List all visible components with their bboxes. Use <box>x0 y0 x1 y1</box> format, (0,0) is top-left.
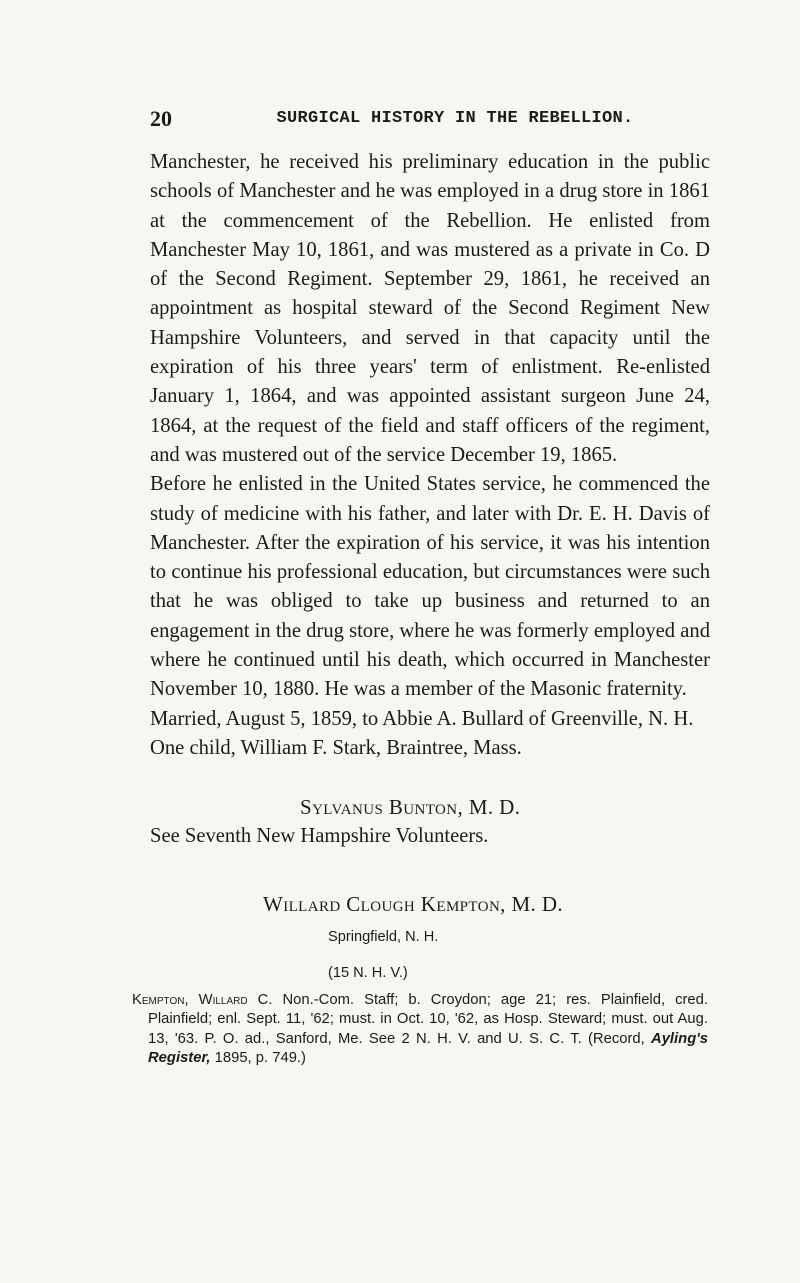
entry-place: Springfield, N. H. <box>328 928 439 945</box>
running-head <box>150 104 710 134</box>
body-text <box>132 148 710 1069</box>
entry-regiment: (15 N. H. V.) <box>328 964 408 981</box>
paragraph-medical-study: Before he enlisted in the United States service, he commenced the study of medicine with his father, and later with Dr. E. H. Davis of Manchester. After the expiration of his service, it was his intention to continue his professional education, but circumstances were such that he was obliged to take up business and returned to an engagement in the drug store, where he was formerly employed and where he continued until his death, which occurred in Manchester November 10, 1880. He was a member of the Masonic fraternity. <box>150 473 710 701</box>
record-text: Non.-Com. Staff; b. Croydon; age 21; res. Plainfield, cred. Plainfield; enl. Sept. 11, '62; must. in Oct. 10, '62, as Hosp. Steward; must. out Aug. 13, '63. P. O. ad., Sanford, Me. See 2 N. H. V. and U. S. C. T. (Record, <box>148 991 709 1047</box>
entry-record <box>132 991 708 1069</box>
paragraph-child: One child, William F. Stark, Braintree, Mass. <box>150 736 522 759</box>
paragraph-service-record: Manchester, he received his preliminary education in the public schools of Manchester and he was employed in a drug store in 1861 at the commencement of the Rebellion. He enlisted from Manchester May 10, 1861, and was mustered as a private in Co. D of the Second Regiment. September 29, 1861, he received an appointment as hospital steward of the Second Regiment New Hampshire Volunteers, and served in that capacity until the expiration of his three years' term of enlistment. Re-enlisted January 1, 1864, and was appointed assistant surgeon June 24, 1864, at the request of the field and staff officers of the regiment, and was mustered out of the service December 19, 1865. <box>150 151 710 466</box>
entry-heading-bunton: Sylvanus Bunton, M. D. <box>300 795 521 820</box>
running-title: SURGICAL HISTORY IN THE REBELLION. <box>276 109 634 128</box>
record-tail: 1895, p. 749.) <box>214 1050 306 1067</box>
record-name: Kempton, Willard C. <box>132 991 273 1008</box>
record-source: Ayling's Register, <box>148 1030 708 1067</box>
entry-heading-kempton: Willard Clough Kempton, M. D. <box>263 891 564 916</box>
page-number: 20 <box>150 106 172 131</box>
paragraph-marriage: Married, August 5, 1859, to Abbie A. Bullard of Greenville, N. H. <box>150 707 694 730</box>
entry-cross-reference: See Seventh New Hampshire Volunteers. <box>150 825 489 848</box>
